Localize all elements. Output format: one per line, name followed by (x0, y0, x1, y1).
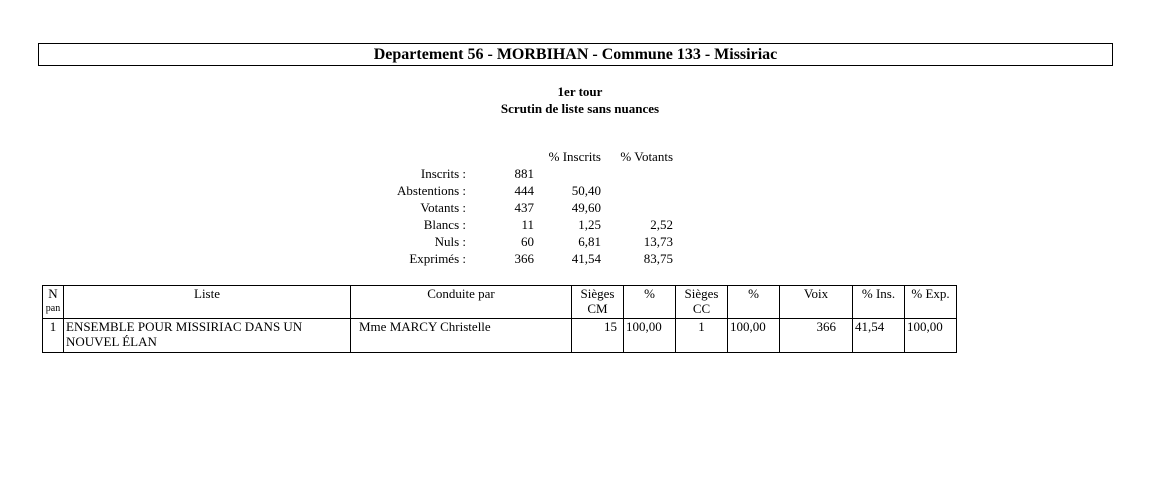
summary-row-inscrits (380, 165, 673, 182)
header-n-bottom: pan (45, 303, 61, 314)
summary-label: Votants : (420, 200, 466, 215)
summary-header-pct-votants: % Votants (620, 149, 673, 164)
header-sieges-cc (676, 286, 728, 319)
round-label: 1er tour (557, 84, 603, 99)
cell-sieges-cc: 1 (676, 319, 728, 353)
header-liste: Liste (64, 286, 351, 319)
summary-label: Exprimés : (409, 251, 466, 266)
header-pct: % (624, 286, 676, 319)
summary-row-nuls (380, 233, 673, 250)
cell-pct: 100,00 (624, 319, 676, 353)
header-pct-exp: % Exp. (905, 286, 957, 319)
header-pct-ins: % Ins. (853, 286, 905, 319)
header-sieges-cm (572, 286, 624, 319)
cell-pct-ins: 41,54 (853, 319, 905, 353)
cell-n: 1 (43, 319, 64, 353)
page-title: Departement 56 - MORBIHAN - Commune 133 - Missiriac (38, 43, 1113, 66)
header-n (43, 286, 64, 319)
summary-label: Abstentions : (397, 183, 466, 198)
summary-pct-votants (601, 182, 673, 199)
header-n-top: N (48, 286, 58, 301)
summary-pct-inscrits: 50,40 (571, 183, 601, 198)
summary-label: Inscrits : (420, 166, 466, 181)
summary-pct-inscrits: 49,60 (571, 200, 601, 215)
cell-liste (64, 319, 351, 353)
cell-liste-line1: ENSEMBLE POUR MISSIRIAC DANS UN (66, 319, 303, 334)
summary-label: Nuls : (434, 234, 466, 249)
summary-label: Blancs : (423, 217, 466, 232)
summary-pct-votants: 2,52 (650, 217, 673, 232)
summary-value: 881 (514, 166, 534, 181)
summary-value: 444 (514, 183, 534, 198)
summary-row-blancs (380, 216, 673, 233)
scrutin-label: Scrutin de liste sans nuances (500, 101, 660, 116)
summary-value: 437 (514, 200, 534, 215)
summary-header-row (380, 148, 673, 165)
summary-value: 60 (521, 234, 534, 249)
summary-value: 11 (521, 217, 534, 232)
summary-header-pct-inscrits: % Inscrits (548, 149, 601, 164)
summary-pct-inscrits: 1,25 (578, 217, 601, 232)
cell-pct2: 100,00 (728, 319, 780, 353)
results-header-row (43, 286, 957, 319)
header-sieges-cm-top: Sièges (580, 286, 615, 301)
summary-pct-inscrits: 6,81 (578, 234, 601, 249)
cell-conduite: Mme MARCY Christelle (351, 319, 572, 353)
summary-pct-inscrits: 41,54 (571, 251, 601, 266)
summary-value: 366 (514, 251, 534, 266)
header-sieges-cm-bottom: CM (587, 301, 608, 316)
summary-pct-votants (601, 199, 673, 216)
cell-pct-exp: 100,00 (905, 319, 957, 353)
header-sieges-cc-bottom: CC (692, 301, 711, 316)
summary-pct-votants (601, 165, 673, 182)
cell-sieges-cm: 15 (572, 319, 624, 353)
table-row (43, 319, 957, 353)
cell-liste-line2: NOUVEL ÉLAN (66, 334, 157, 349)
summary-row-abstentions (380, 182, 673, 199)
header-conduite: Conduite par (351, 286, 572, 319)
summary-pct-votants: 83,75 (643, 251, 673, 266)
summary-header-empty (466, 148, 534, 165)
summary-pct-inscrits (534, 165, 601, 182)
cell-voix: 366 (780, 319, 853, 353)
summary-row-votants (380, 199, 673, 216)
summary-pct-votants: 13,73 (643, 234, 673, 249)
summary-table (380, 148, 673, 267)
summary-row-exprimes (380, 250, 673, 267)
results-table (42, 285, 957, 353)
summary-header-empty (380, 148, 466, 165)
header-voix: Voix (780, 286, 853, 319)
header-pct2: % (728, 286, 780, 319)
header-sieges-cc-top: Sièges (684, 286, 719, 301)
